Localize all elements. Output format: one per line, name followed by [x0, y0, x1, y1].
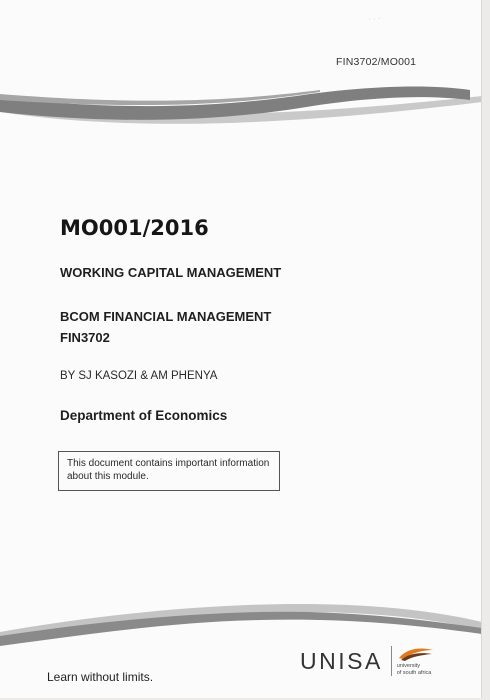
unisa-wordmark: UNISA [300, 647, 383, 674]
document-subtitle: WORKING CAPITAL MANAGEMENT [60, 265, 282, 280]
top-swoosh-decoration [0, 72, 482, 132]
unisa-logo [300, 646, 435, 676]
course-name: BCOM FINANCIAL MANAGEMENT [60, 309, 272, 324]
department-name: Department of Economics [60, 408, 228, 423]
logo-tagline-2: of south africa [396, 670, 432, 676]
notice-text: This document contains important information about this module. [67, 458, 270, 482]
pencil-mark: · · · [367, 13, 381, 24]
notice-box [58, 451, 280, 491]
logo-divider [391, 646, 392, 676]
authors-line: BY SJ KASOZI & AM PHENYA [60, 370, 218, 382]
unisa-emblem [397, 646, 435, 676]
footer-slogan: Learn without limits. [47, 670, 154, 684]
course-code: FIN3702 [60, 330, 110, 345]
module-code-header: FIN3702/MO001 [336, 56, 417, 68]
unisa-shield-logo-icon [397, 646, 435, 662]
logo-tagline-1: university [396, 663, 421, 669]
document-title: MO001/2016 [60, 216, 209, 240]
